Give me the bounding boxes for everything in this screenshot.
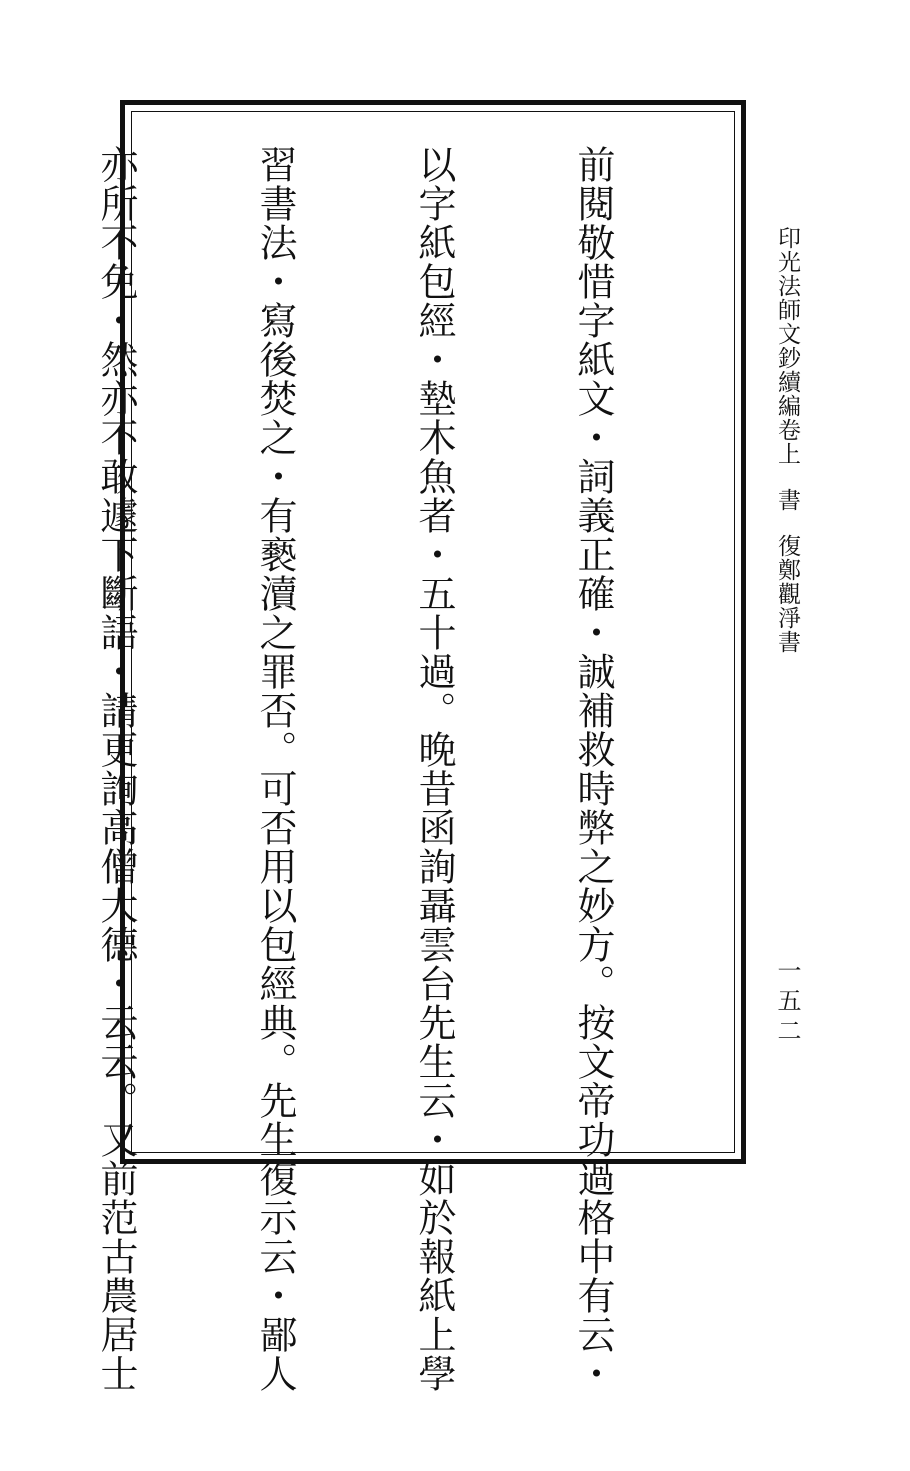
- section-label: 書: [774, 488, 800, 512]
- body-text: [0, 145, 725, 1393]
- text-column: 以字紙包經・墊木魚者・五十過。晚昔函詢聶雲台先生云・如於報紙上學: [412, 145, 456, 1393]
- text-column: 習書法・寫後焚之・有褻瀆之罪否。可否用以包經典。先生復示云・鄙人: [253, 145, 297, 1393]
- page-frame: [94, 100, 746, 1393]
- page-number: 一五二: [773, 958, 801, 1048]
- text-column: 前閱敬惜字紙文・詞義正確・誠補救時弊之妙方。按文帝功過格中有云・: [571, 145, 615, 1393]
- running-head: [772, 226, 802, 654]
- book-title: 印光法師文鈔續編卷上: [774, 226, 800, 466]
- letter-title: 復鄭觀淨書: [774, 534, 800, 654]
- text-column: 亦所不免・然亦不敢遽下斷語・請更詢高僧大德・云云。又前范古農居士: [94, 145, 138, 1393]
